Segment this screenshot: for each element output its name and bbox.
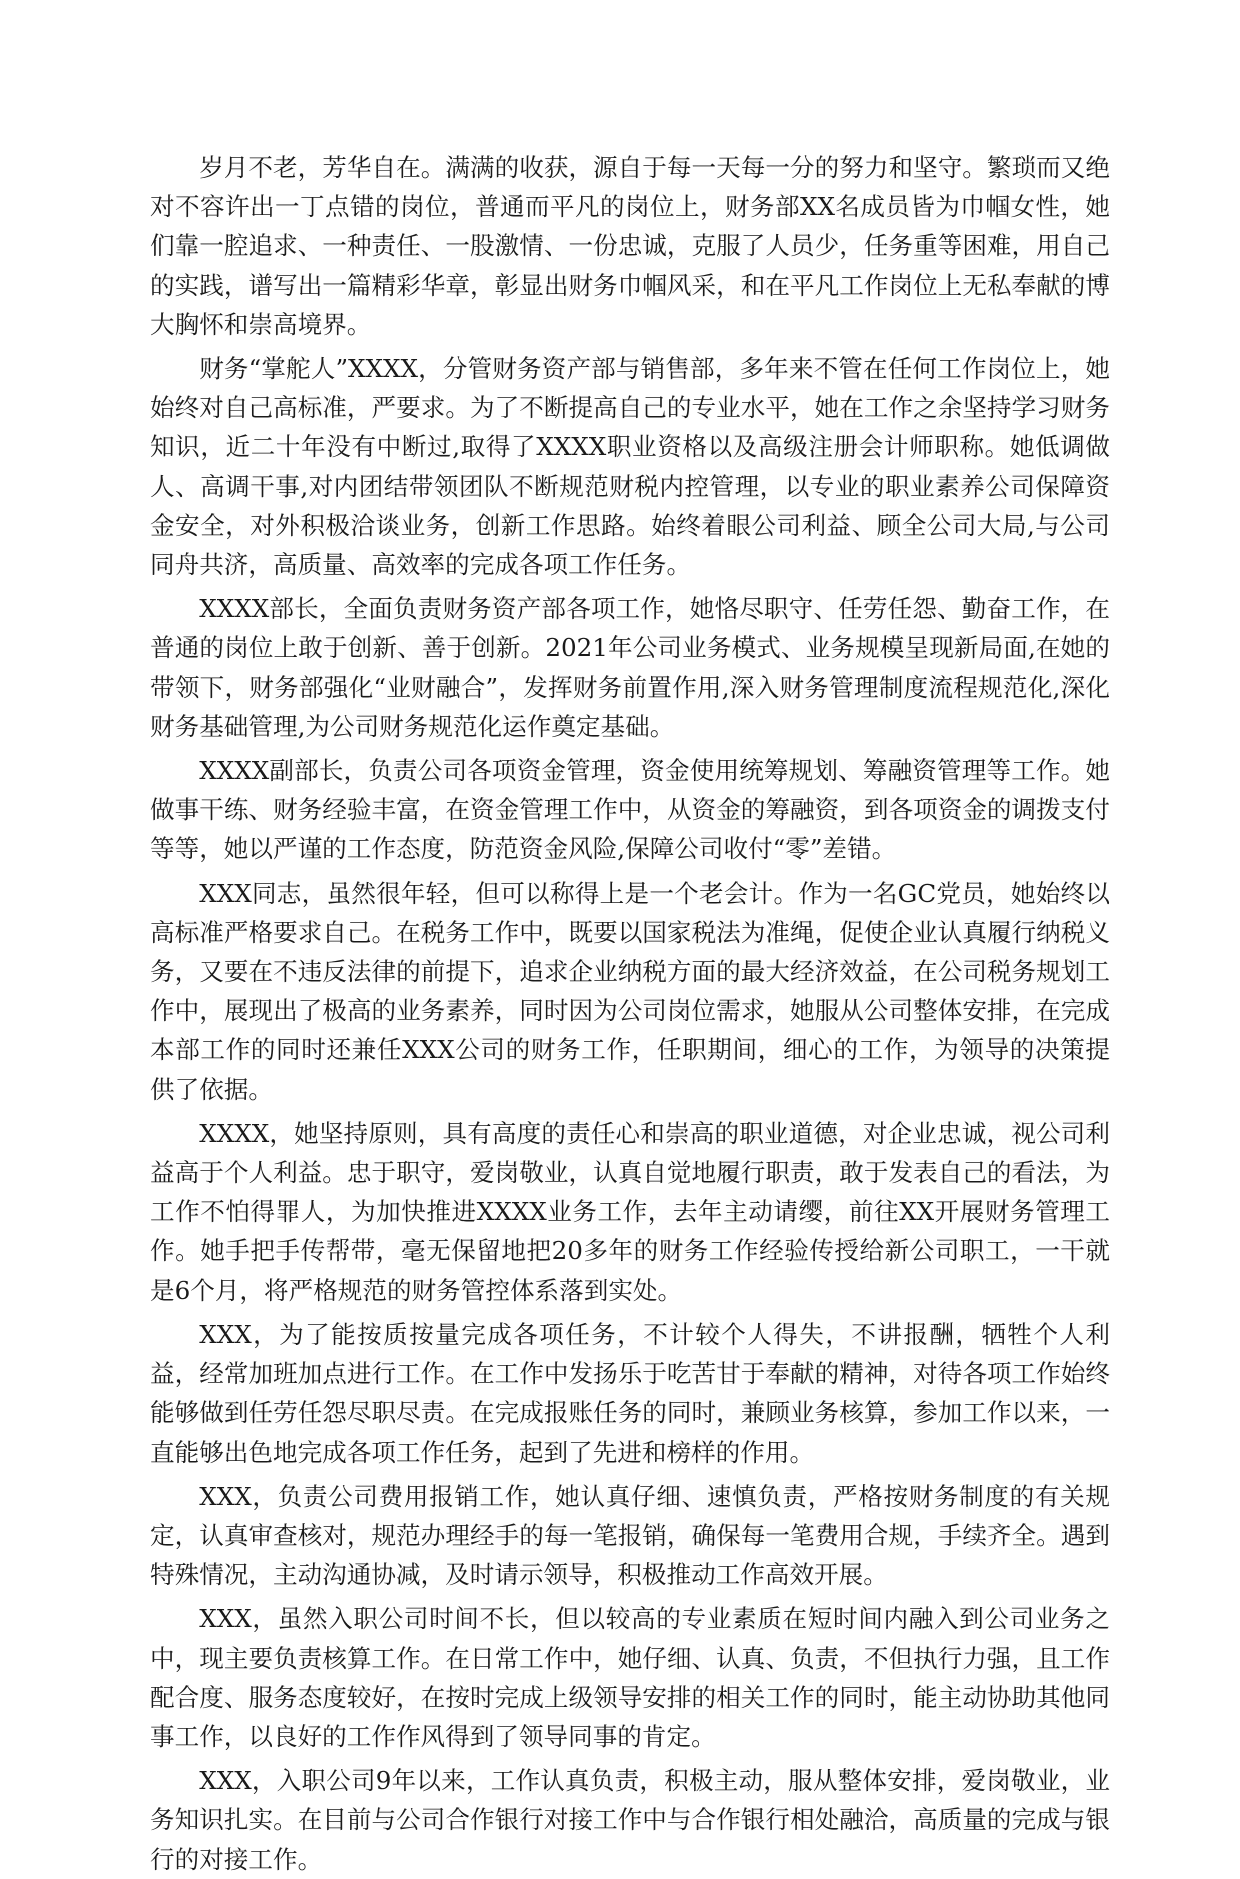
paragraph-deputy-head: XXXX副部长，负责公司各项资金管理，资金使用统筹规划、筹融资管理等工作。她做事干练、财务经验丰富，在资金管理工作中，从资金的筹融资，到各项资金的调拨支付等等，她以严谨的工作态度，防范资金风险,保障公司收付“零”差错。 <box>150 756 1110 864</box>
document-body <box>150 148 1110 1879</box>
paragraph-bank-liaison: XXX，入职公司9年以来，工作认真负责，积极主动，服从整体安排，爱岗敬业，业务知识扎实。在目前与公司合作银行对接工作中与合作银行相处融洽，高质量的完成与银行的对接工作。 <box>150 1766 1110 1874</box>
paragraph-new-accountant: XXX，虽然入职公司时间不长，但以较高的专业素质在短时间内融入到公司业务之中，现主要负责核算工作。在日常工作中，她仔细、认真、负责，不但执行力强，且工作配合度、服务态度较好，在按时完成上级领导安排的相关工作的同时，能主动协助其他同事工作，以良好的工作作风得到了领导同事的肯定。 <box>150 1604 1110 1751</box>
paragraph-finance-manager: XXXX，她坚持原则，具有高度的责任心和崇高的职业道德，对企业忠诚，视公司利益高于个人利益。忠于职守，爱岗敬业，认真自觉地履行职责，敢于发表自己的看法，为工作不怕得罪人，为加快推进XXXX业务工作，去年主动请缨，前往XX开展财务管理工作。她手把手传帮带，毫无保留地把20多年的财务工作经验传授给新公司职工，一干就是6个月，将严格规范的财务管控体系落到实处。 <box>150 1118 1110 1305</box>
intro-paragraph: 岁月不老，芳华自在。满满的收获，源自于每一天每一分的努力和坚守。繁琐而又绝对不容许出一丁点错的岗位，普通而平凡的岗位上，财务部XX名成员皆为巾帼女性，她们靠一腔追求、一种责任、一股激情、一份忠诚，克服了人员少，任务重等困难，用自己的实践，谱写出一篇精彩华章，彰显出财务巾帼风采，和在平凡工作岗位上无私奉献的博大胸怀和崇高境界。 <box>150 153 1110 339</box>
paragraph-accountant: XXX，为了能按质按量完成各项任务，不计较个人得失，不讲报酬，牺牲个人利益，经常加班加点进行工作。在工作中发扬乐于吃苦甘于奉献的精神，对待各项工作始终能够做到任劳任怨尽职尽责。在完成报账任务的同时，兼顾业务核算，参加工作以来，一直能够出色地完成各项工作任务，起到了先进和榜样的作用。 <box>150 1319 1110 1467</box>
paragraph-department-head: XXXX部长，全面负责财务资产部各项工作，她恪尽职守、任劳任怨、勤奋工作，在普通的岗位上敢于创新、善于创新。2021年公司业务模式、业务规模呈现新局面,在她的带领下，财务部强化“业财融合”，发挥财务前置作用,深入财务管理制度流程规范化,深化财务基础管理,为公司财务规范化运作奠定基础。 <box>150 594 1110 741</box>
paragraph-tax-accountant: XXX同志，虽然很年轻，但可以称得上是一个老会计。作为一名GC党员，她始终以高标准严格要求自己。在税务工作中，既要以国家税法为准绳，促使企业认真履行纳税义务，又要在不违反法律的前提下，追求企业纳税方面的最大经济效益，在公司税务规划工作中，展现出了极高的业务素养，同时因为公司岗位需求，她服从公司整体安排，在完成本部工作的同时还兼任XXX公司的财务工作，任职期间，细心的工作，为领导的决策提供了依据。 <box>150 878 1110 1104</box>
paragraph-leader: 财务“掌舵人”XXXX，分管财务资产部与销售部，多年来不管在任何工作岗位上，她始终对自己高标准，严要求。为了不断提高自己的专业水平，她在工作之余坚持学习财务知识，近二十年没有中断过,取得了XXXX职业资格以及高级注册会计师职称。她低调做人、高调干事,对内团结带领团队不断规范财税内控管理，以专业的职业素养公司保障资金安全，对外积极洽谈业务，创新工作思路。始终着眼公司利益、顾全公司大局,与公司同舟共济，高质量、高效率的完成各项工作任务。 <box>150 354 1110 580</box>
paragraph-expense-clerk: XXX，负责公司费用报销工作，她认真仔细、速慎负责，严格按财务制度的有关规定，认真审查核对，规范办理经手的每一笔报销，确保每一笔费用合规，手续齐全。遇到特殊情况，主动沟通协减，及时请示领导，积极推动工作高效开展。 <box>150 1481 1110 1590</box>
